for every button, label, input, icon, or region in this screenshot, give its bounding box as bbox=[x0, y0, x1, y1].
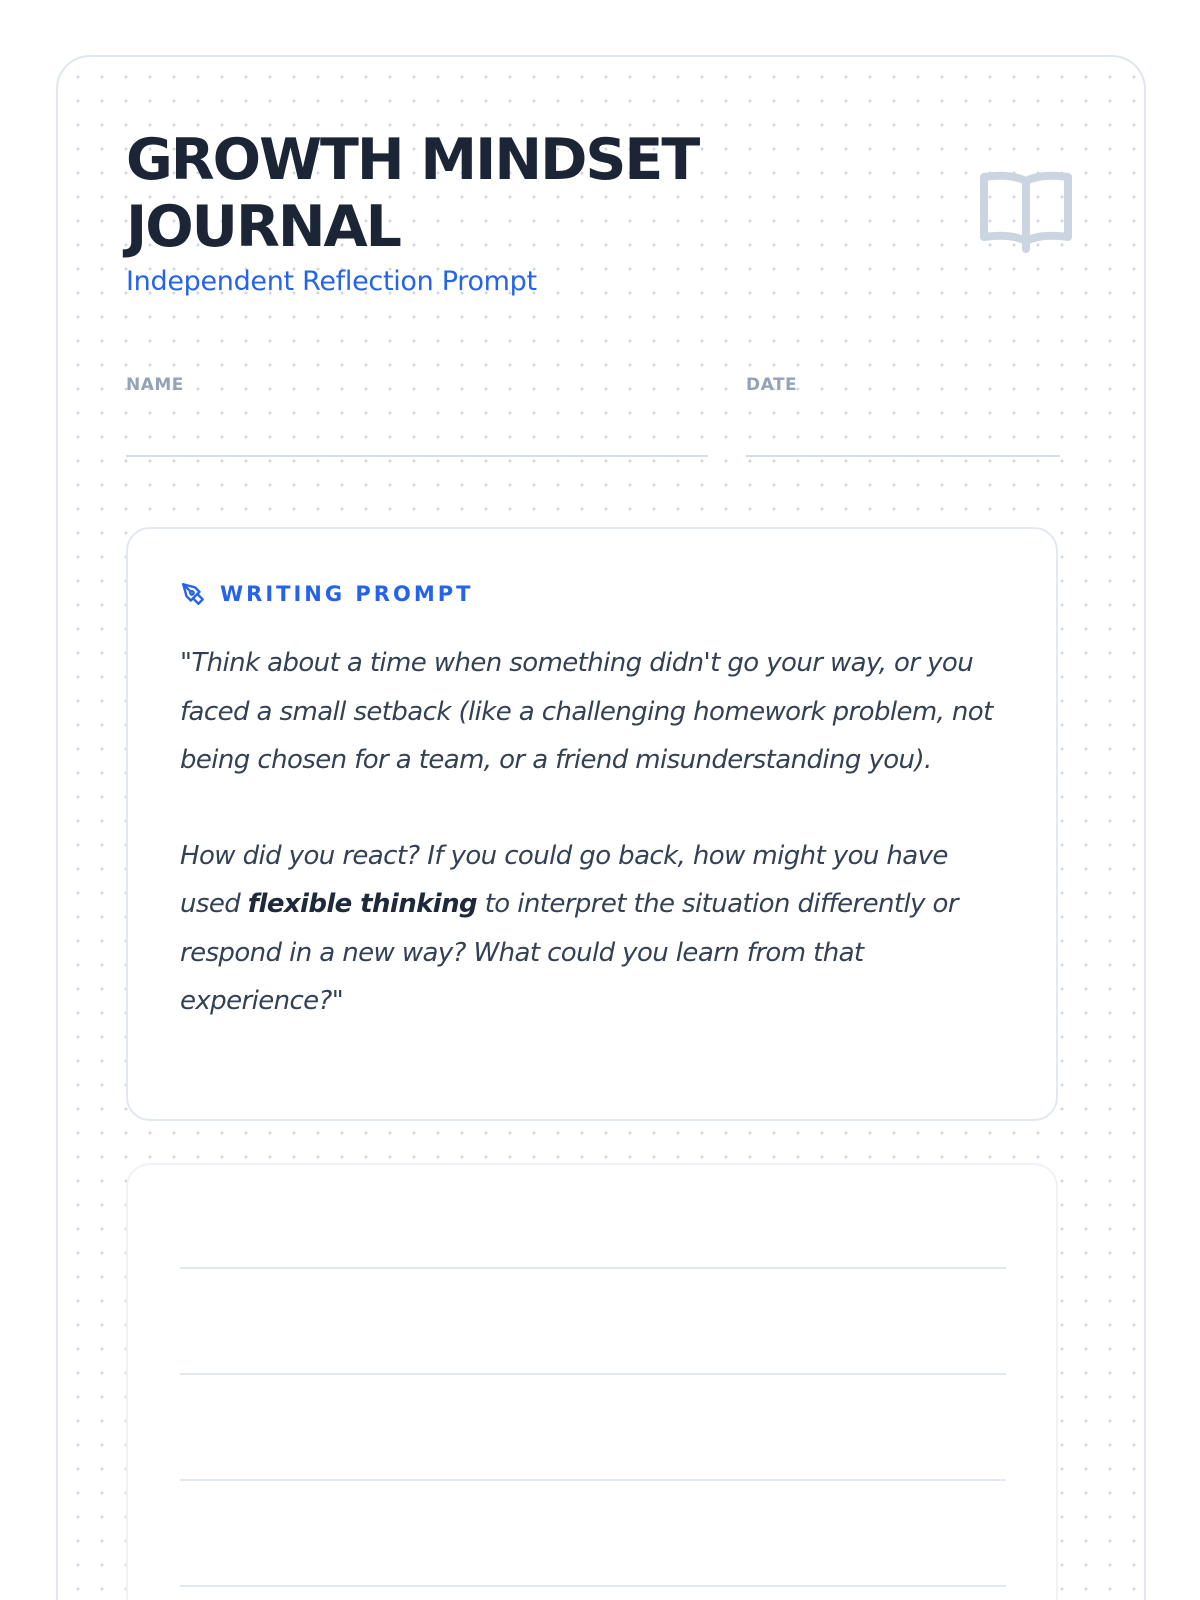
prompt-text-after: to interpret the situation differently or respond in a new way? What could you learn from that experience?" bbox=[180, 889, 958, 1016]
title-line-1: GROWTH MINDSET bbox=[126, 127, 699, 193]
answer-line[interactable] bbox=[180, 1585, 1006, 1587]
writing-prompt-card bbox=[126, 527, 1058, 1121]
name-label: NAME bbox=[126, 375, 184, 395]
answer-writing-area[interactable] bbox=[126, 1163, 1058, 1600]
writing-prompt-text bbox=[180, 639, 1010, 1026]
prompt-paragraph-2 bbox=[180, 832, 1010, 1026]
page-title bbox=[126, 127, 826, 261]
prompt-text-before: How did you react? If you could go back, how might you have used bbox=[180, 840, 948, 919]
writing-prompt-header bbox=[180, 581, 473, 607]
page-subtitle: Independent Reflection Prompt bbox=[126, 266, 537, 297]
date-field[interactable] bbox=[746, 455, 1060, 457]
pen-icon bbox=[180, 581, 206, 607]
journal-page bbox=[56, 55, 1146, 1600]
prompt-paragraph-1: "Think about a time when something didn't go your way, or you faced a small setback (like a challenging homework problem, not being chosen for a team, or a friend misunderstanding you). bbox=[180, 648, 993, 775]
book-icon bbox=[978, 171, 1074, 255]
writing-prompt-label: WRITING PROMPT bbox=[220, 582, 474, 606]
date-label: DATE bbox=[746, 375, 798, 395]
answer-line[interactable] bbox=[180, 1479, 1006, 1481]
title-line-2: JOURNAL bbox=[126, 194, 400, 260]
name-field[interactable] bbox=[126, 455, 708, 457]
answer-line[interactable] bbox=[180, 1267, 1006, 1269]
answer-line[interactable] bbox=[180, 1373, 1006, 1375]
prompt-emphasis: flexible thinking bbox=[247, 889, 478, 919]
